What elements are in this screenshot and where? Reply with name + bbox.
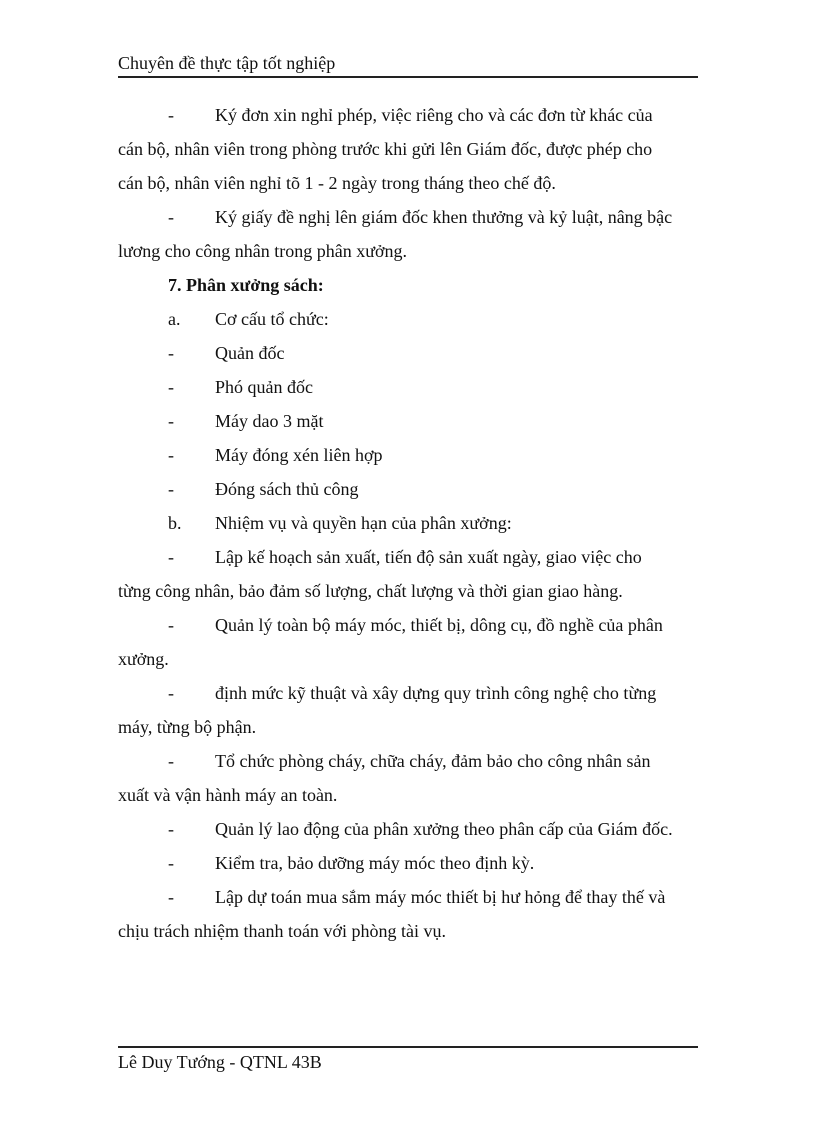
paragraph-line: từng công nhân, bảo đảm số lượng, chất lượng và thời gian giao hàng. <box>118 581 623 601</box>
sub-heading-text: Nhiệm vụ và quyền hạn của phân xưởng: <box>215 513 512 533</box>
paragraph-line: chịu trách nhiệm thanh toán với phòng tài vụ. <box>118 921 446 941</box>
list-marker: - <box>168 479 174 499</box>
list-item <box>118 744 698 778</box>
list-marker: - <box>168 377 174 397</box>
list-marker: - <box>168 887 174 907</box>
sub-heading <box>118 302 698 336</box>
paragraph-line: xưởng. <box>118 649 169 669</box>
list-marker: - <box>168 207 174 227</box>
footer-rule <box>118 1046 698 1048</box>
section-heading: 7. Phân xưởng sách: <box>168 275 324 295</box>
paragraph-line: xuất và vận hành máy an toàn. <box>118 785 338 805</box>
header-title: Chuyên đề thực tập tốt nghiệp <box>118 53 336 73</box>
list-item-text: Lập dự toán mua sắm máy móc thiết bị hư hỏng để thay thế và <box>215 887 666 907</box>
list-item-text: Phó quản đốc <box>215 377 313 397</box>
list-marker: b. <box>168 513 182 533</box>
header-rule <box>118 76 698 78</box>
list-item <box>118 438 698 472</box>
list-item <box>118 472 698 506</box>
paragraph-line: máy, từng bộ phận. <box>118 717 257 737</box>
list-item <box>118 336 698 370</box>
list-marker: a. <box>168 309 181 329</box>
document-body <box>118 98 698 948</box>
footer-author: Lê Duy Tướng - QTNL 43B <box>118 1052 322 1072</box>
list-marker: - <box>168 547 174 567</box>
list-item-text: Kiểm tra, bảo dưỡng máy móc theo định kỳ. <box>215 853 535 873</box>
list-item-text: Máy dao 3 mặt <box>215 411 324 431</box>
list-item <box>118 846 698 880</box>
list-item-text: Lập kế hoạch sản xuất, tiến độ sản xuất ngày, giao việc cho <box>215 547 642 567</box>
list-marker: - <box>168 751 174 771</box>
list-item <box>118 404 698 438</box>
list-item-text: Máy đóng xén liên hợp <box>215 445 383 465</box>
list-item-text: Đóng sách thủ công <box>215 479 359 499</box>
list-marker: - <box>168 615 174 635</box>
paragraph-text: Ký giấy đề nghị lên giám đốc khen thưởng và kỷ luật, nâng bậc <box>215 207 673 227</box>
list-item-text: Quản lý toàn bộ máy móc, thiết bị, dông cụ, đồ nghề của phân <box>215 615 663 635</box>
list-marker: - <box>168 445 174 465</box>
paragraph-line <box>118 200 698 234</box>
paragraph-line <box>118 98 698 132</box>
list-marker: - <box>168 105 174 125</box>
list-marker: - <box>168 853 174 873</box>
paragraph-line: cán bộ, nhân viên nghỉ tõ 1 - 2 ngày trong tháng theo chế độ. <box>118 173 556 193</box>
list-item <box>118 370 698 404</box>
page-header <box>118 52 698 74</box>
paragraph-line: cán bộ, nhân viên trong phòng trước khi gửi lên Giám đốc, được phép cho <box>118 139 653 159</box>
sub-heading-text: Cơ cấu tổ chức: <box>215 309 329 329</box>
list-marker: - <box>168 343 174 363</box>
list-item-text: Quản đốc <box>215 343 285 363</box>
sub-heading <box>118 506 698 540</box>
list-item <box>118 540 698 574</box>
list-item <box>118 812 698 846</box>
paragraph-line: lương cho công nhân trong phân xưởng. <box>118 241 408 261</box>
list-marker: - <box>168 683 174 703</box>
list-item-text: định mức kỹ thuật và xây dựng quy trình công nghệ cho từng <box>215 683 657 703</box>
list-item-text: Tổ chức phòng cháy, chữa cháy, đảm bảo cho công nhân sản <box>215 751 651 771</box>
list-item-text: Quản lý lao động của phân xưởng theo phân cấp của Giám đốc. <box>215 819 673 839</box>
list-marker: - <box>168 411 174 431</box>
list-item <box>118 880 698 914</box>
list-item <box>118 608 698 642</box>
paragraph-text: Ký đơn xin nghỉ phép, việc riêng cho và các đơn từ khác của <box>215 105 653 125</box>
list-marker: - <box>168 819 174 839</box>
list-item <box>118 676 698 710</box>
